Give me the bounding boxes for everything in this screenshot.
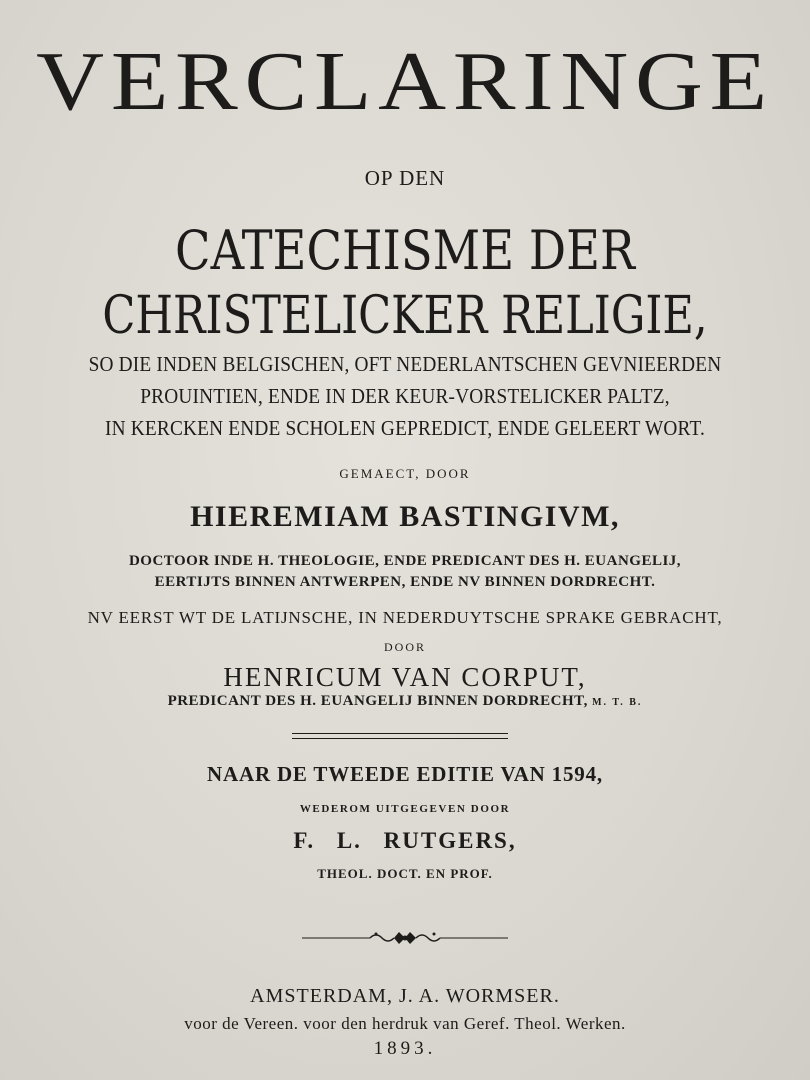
description-line-3: IN KERCKEN ENDE SCHOLEN GEPREDICT, ENDE GELEERT WORT. [104, 416, 706, 440]
translator-suffix: M. T. B. [592, 697, 643, 708]
double-rule-divider [292, 733, 508, 739]
ornament-divider-icon [300, 928, 510, 948]
subtitle-line-1: CATECHISME DER [175, 219, 635, 282]
author-credentials-line-1: DOCTOOR INDE H. THEOLOGIE, ENDE PREDICANT DES H. EUANGELIJ, [128, 553, 682, 569]
translator-role: PREDICANT DES H. EUANGELIJ BINNEN DORDRECHT, [167, 693, 588, 709]
editor-name: F. L. RUTGERS, [293, 828, 517, 853]
description-line-1: SO DIE INDEN BELGISCHEN, OFT NEDERLANTSCHEN GEVNIEERDEN [88, 352, 722, 376]
translator-name: HENRICUM VAN CORPUT, [223, 662, 587, 692]
editor-title: THEOL. DOCT. EN PROF. [317, 866, 493, 881]
republished-by-text: WEDEROM UITGEGEVEN DOOR [299, 803, 511, 815]
translation-note: NV EERST WT DE LATIJNSCHE, IN NEDERDUYTSCHE SPRAKE GEBRACHT, [87, 608, 723, 627]
imprint-society: voor de Vereen. voor den herdruk van Geref. Theol. Werken. [184, 1014, 626, 1033]
subtitle-line-2: CHRISTELICKER RELIGIE, [102, 286, 708, 346]
main-title: VERCLARINGE [36, 35, 774, 128]
edition-line: NAAR DE TWEEDE EDITIE VAN 1594, [207, 762, 603, 786]
door-text: DOOR [383, 640, 426, 654]
author-name: HIEREMIAM BASTINGIVM, [190, 500, 620, 533]
translator-role-line [0, 693, 810, 710]
author-credentials-line-2: EERTIJTS BINNEN ANTWERPEN, ENDE NV BINNEN DORDRECHT. [154, 574, 656, 590]
imprint-year: 1893. [373, 1038, 437, 1059]
imprint-place-publisher: AMSTERDAM, J. A. WORMSER. [250, 985, 560, 1007]
description-line-2: PROUINTIEN, ENDE IN DER KEUR-VORSTELICKER PALTZ, [140, 384, 670, 408]
made-by-text: GEMAECT, DOOR [339, 466, 471, 481]
op-den-text: OP DEN [364, 166, 446, 190]
